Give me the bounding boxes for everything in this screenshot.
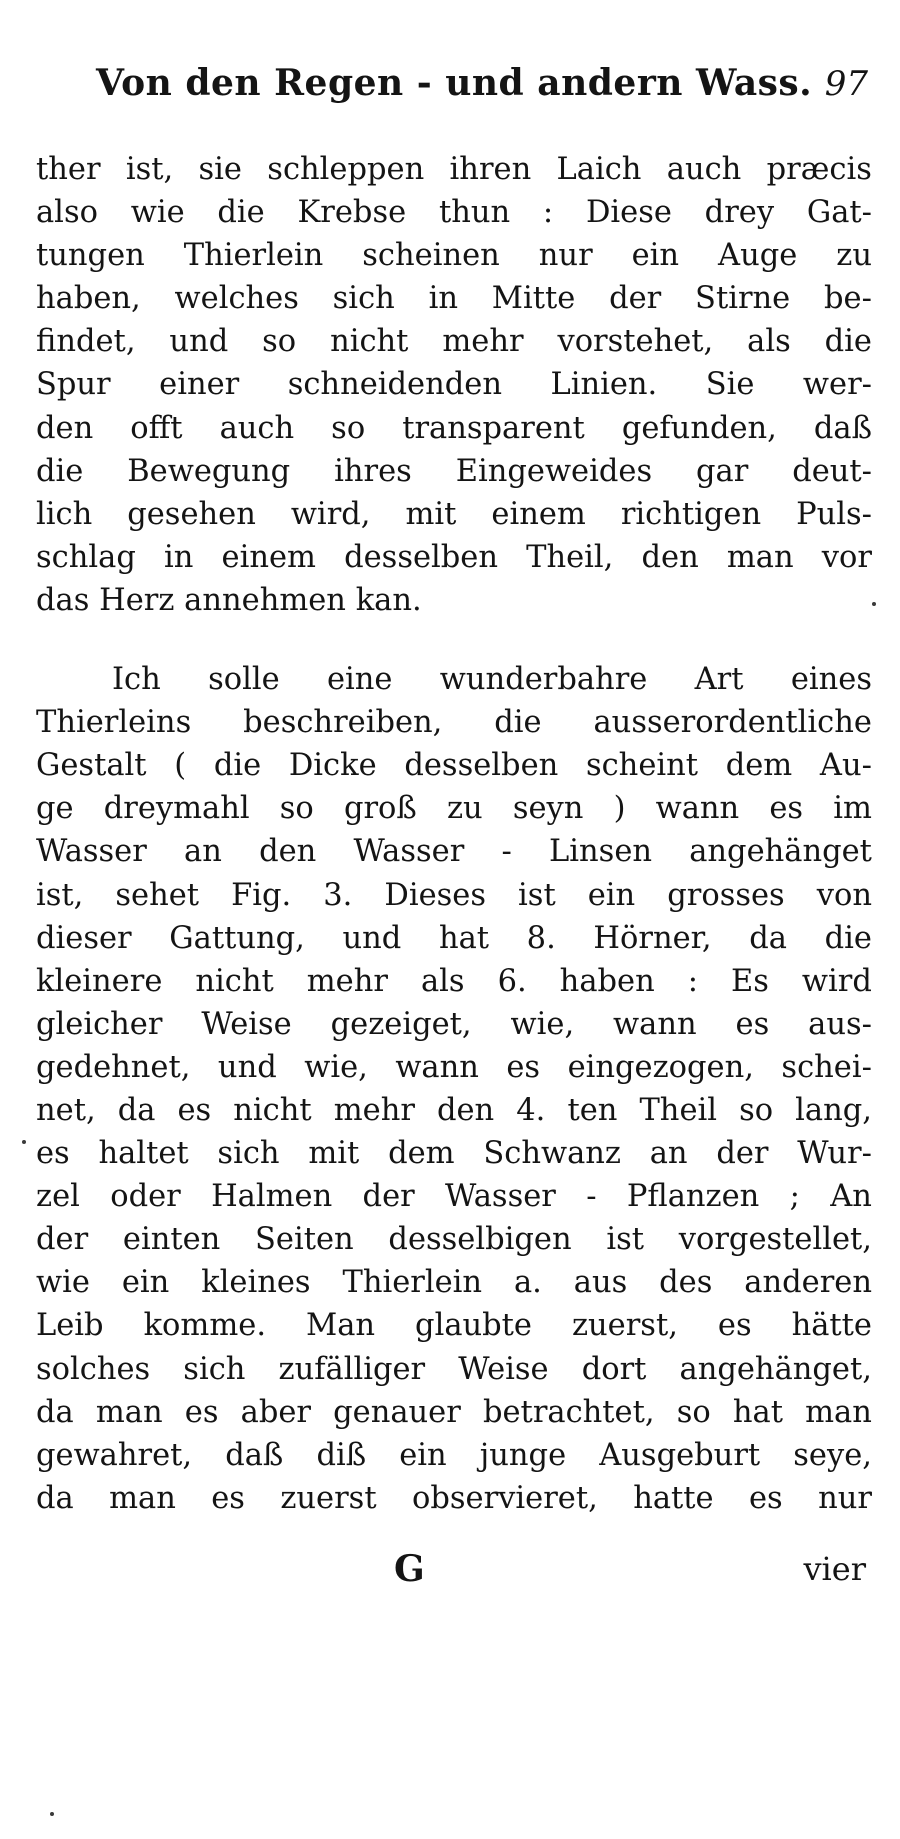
word: den [259,834,317,870]
word: : [542,195,554,231]
word: ist, [36,877,84,913]
word: betrachtet, [482,1394,655,1430]
word: einer [159,367,240,403]
word: und [342,920,402,956]
word: auch [219,410,295,446]
text-line [36,701,872,744]
word: nur [538,238,593,274]
word: desselbigen [388,1222,572,1258]
word: nicht [195,963,274,999]
word: ein [399,1437,447,1473]
text-line [36,744,872,787]
word: schei- [781,1049,872,1085]
word: aus- [808,1006,872,1042]
signature-mark: G [394,1548,425,1590]
word: beschreiben, [243,705,443,741]
word: ( [174,748,187,784]
word: seyn [512,791,584,827]
word: schneidenden [287,367,502,403]
word: und [217,1049,277,1085]
word: ten [567,1092,618,1128]
text-line [36,191,872,234]
word: Theil, [526,539,614,575]
word: Weise [458,1351,549,1387]
print-speck [22,1140,26,1144]
word: Stirne [695,281,791,317]
word: gewahret, [36,1437,193,1473]
word: man [95,1394,163,1430]
word: oder [110,1179,181,1215]
word: deut- [792,453,872,489]
word: da [117,1092,156,1128]
word: es [211,1480,245,1516]
word: Schwanz [483,1136,621,1172]
word: net, [36,1092,96,1128]
word: angehänget, [679,1351,872,1387]
word: junge [479,1437,567,1473]
word: man [109,1480,176,1516]
word: richtigen [620,496,762,532]
word: dem [725,748,793,784]
word: die [494,705,542,741]
text-line [36,874,872,917]
word: aus [573,1265,628,1301]
word: einem [491,496,586,532]
text-line [36,1218,872,1261]
word: und [169,324,229,360]
word: die [36,453,84,489]
word: eine [326,662,393,698]
word: wann [613,1006,697,1042]
text-line [36,1348,872,1391]
word: einem [221,539,316,575]
word: Bewegung [127,453,291,489]
word: kleinere [36,963,163,999]
word: solches [36,1351,151,1387]
word: in [428,281,458,317]
word: Wasser [445,1179,556,1215]
word: an [184,834,222,870]
word: Laich [556,152,642,187]
word: zu [836,238,872,274]
word: eingezogen, [567,1049,754,1085]
word: genauer [333,1394,461,1430]
word: ist [518,877,556,913]
word: hat [438,920,490,956]
word: sie [198,152,242,187]
word: Seiten [255,1222,354,1258]
word: daß [813,410,872,446]
text-line [36,1089,872,1132]
word: ist, [125,152,174,187]
word: ihres [334,453,412,489]
text-line [36,917,872,960]
paragraph-spacer [36,622,872,658]
word: lang, [795,1092,872,1128]
word: Herz [99,582,175,618]
text-line [36,320,872,363]
word: Gestalt [36,748,147,784]
word: der [36,1222,89,1258]
word: mehr [306,963,388,999]
word: ein [631,238,680,274]
word: zufälliger [278,1351,426,1387]
word: wann [655,791,740,827]
running-head: Von den Regen - und andern Wass. [96,62,813,104]
word: Eingeweides [455,453,653,489]
word: mehr [442,324,524,360]
text-line [36,450,872,493]
word: Theil [639,1092,717,1128]
word: es [735,1006,770,1042]
word: ein [121,1265,170,1301]
word: 4. [516,1092,546,1128]
word: angehänget [689,834,872,870]
word: præcis [766,152,872,187]
word: Leib [36,1308,104,1344]
word: desselben [404,748,559,784]
word: haben [559,963,655,999]
word: thun [438,195,511,231]
word: hätte [791,1308,872,1344]
word: Ausgeburt [599,1437,761,1473]
word: grosses [667,877,785,913]
word: es [506,1049,541,1085]
text-line [36,493,872,536]
text-line [36,658,872,701]
word: mehr [333,1092,415,1128]
word: Dieses [384,877,487,913]
word: Weise [201,1006,292,1042]
word: also [36,195,98,231]
print-speck [50,1812,54,1816]
page-footer [36,1548,872,1598]
word: es [177,1092,212,1128]
word: zuerst [280,1480,377,1516]
word: hatte [633,1480,714,1516]
word: dort [581,1351,647,1387]
word: komme. [143,1308,267,1344]
word: sehet [115,877,200,913]
text-line [36,1132,872,1175]
word: ; [789,1179,800,1215]
word: Dicke [288,748,377,784]
word: den [36,410,94,446]
word: tungen [36,238,145,274]
word: da [36,1394,74,1430]
word: ) [613,791,626,827]
word: nur [818,1480,872,1516]
word: man [726,539,794,575]
word: Gattung, [169,920,305,956]
word: 8. [526,920,556,956]
text-line [36,1261,872,1304]
text-line [36,148,872,191]
word: Thierlein [183,238,324,274]
word: wann [395,1049,479,1085]
text-line [36,830,872,873]
word: ausserordentliche [593,705,872,741]
word: vorgestellet, [678,1222,872,1258]
word: ein [587,877,636,913]
word: so [739,1092,774,1128]
word: zuerst, [571,1308,678,1344]
word: Ich [112,662,161,698]
word: nicht [233,1092,312,1128]
word: Krebse [297,195,407,231]
word: es [36,1136,70,1172]
text-line [36,407,872,450]
word: transparent [402,410,585,446]
word: es [184,1394,219,1430]
word: welches [174,281,299,317]
word: seye, [793,1437,872,1473]
word: von [816,877,872,913]
word: scheinen [362,238,500,274]
word: haltet [98,1136,189,1172]
word: Spur [36,367,111,403]
word: dem [388,1136,455,1172]
word: a. [513,1265,542,1301]
word: desselben [344,539,498,575]
text-line [36,1304,872,1347]
word: Man [306,1308,376,1344]
word: wie [130,195,185,231]
word: es [717,1308,752,1344]
word: ist [606,1222,645,1258]
word: wunderbahre [439,662,648,698]
word: 6. [497,963,527,999]
word: dreymahl [103,791,250,827]
word: den [641,539,699,575]
word: Halmen [211,1179,333,1215]
word: gleicher [36,1006,163,1042]
word: Puls- [796,496,872,532]
word: solle [208,662,280,698]
paragraph-1 [36,148,872,622]
body-text [36,148,872,1520]
word: ther [36,152,101,187]
word: eines [790,662,872,698]
word: findet, [36,324,136,360]
word: die [824,324,872,360]
word: wer- [802,367,872,403]
word: zel [36,1179,80,1215]
word: die [213,748,262,784]
word: daß [225,1437,284,1473]
word: schlag [36,539,136,575]
word: anderen [744,1265,872,1301]
word: wie, [304,1049,368,1085]
word: es [748,1480,783,1516]
word: mit [308,1136,360,1172]
text-line [36,579,872,622]
word: drey [704,195,775,231]
word: Art [694,662,744,698]
text-line [36,1477,872,1520]
word: gedehnet, [36,1049,191,1085]
text-line [36,1046,872,1089]
word: den [436,1092,495,1128]
word: als [747,324,791,360]
text-line [36,234,872,277]
word: so [676,1394,711,1430]
word: auch [666,152,742,187]
word: so [279,791,314,827]
word: - [586,1179,597,1215]
word: glaubte [415,1308,532,1344]
word: Linien. [550,367,658,403]
catchword: vier [803,1550,866,1588]
word: offt [130,410,183,446]
word: an [649,1136,688,1172]
word: Thierleins [36,705,192,741]
word: wie, [510,1006,575,1042]
word: so [331,410,366,446]
word: so [262,324,297,360]
word: An [830,1179,872,1215]
word: Wur- [797,1136,872,1172]
text-line [36,1391,872,1434]
word: - [501,834,512,870]
word: da [36,1480,74,1516]
word: kleines [201,1265,311,1301]
word: sich [183,1351,246,1387]
word: Au- [819,748,872,784]
word: ge [36,791,74,827]
text-line [36,960,872,1003]
word: kan. [355,582,422,618]
word: es [769,791,804,827]
word: die [824,920,872,956]
word: scheint [585,748,699,784]
word: der [362,1179,415,1215]
word: Fig. [231,877,292,913]
word: mit [405,496,457,532]
word: vor [821,539,872,575]
word: da [749,920,787,956]
word: wird, [290,496,371,532]
word: Auge [718,238,798,274]
word: das [36,582,90,618]
word: als [420,963,465,999]
word: gefunden, [621,410,777,446]
word: diß [316,1437,367,1473]
text-line [36,1003,872,1046]
word: der [609,281,662,317]
word: Thierlein [342,1265,483,1301]
page-number: 97 [824,64,868,104]
print-speck [872,602,876,606]
word: Wasser [353,834,465,870]
word: die [217,195,265,231]
word: Mitte [491,281,576,317]
word: gesehen [127,496,256,532]
word: dieser [36,920,132,956]
word: 3. [323,877,353,913]
word: des [659,1265,713,1301]
text-line [36,363,872,406]
word: lich [36,496,93,532]
word: sich [332,281,395,317]
word: annehmen [184,582,346,618]
word: Wasser [36,834,147,870]
word: wie [36,1265,90,1301]
word: gar [696,453,749,489]
word: sich [217,1136,280,1172]
word: schleppen [267,152,425,187]
word: man [805,1394,872,1430]
text-line [36,277,872,320]
paragraph-2 [36,658,872,1520]
word: zu [446,791,483,827]
word: nicht [330,324,409,360]
word: wird [801,963,872,999]
word: Gat- [806,195,872,231]
word: haben, [36,281,141,317]
word: aber [240,1394,311,1430]
word: Es [731,963,769,999]
word: observieret, [412,1480,598,1516]
page-header [96,62,868,122]
word: be- [824,281,872,317]
text-line [36,536,872,579]
word: Pflanzen [626,1179,760,1215]
word: Sie [705,367,755,403]
word: der [716,1136,769,1172]
word: hat [732,1394,783,1430]
word: in [163,539,194,575]
word: einten [122,1222,221,1258]
word: Hörner, [593,920,712,956]
word: ihren [449,152,532,187]
word: : [687,963,698,999]
word: im [833,791,872,827]
text-line [36,1175,872,1218]
word: Linsen [549,834,653,870]
text-line [36,787,872,830]
word: Diese [585,195,672,231]
word: gezeiget, [330,1006,472,1042]
word: vorstehet, [557,324,714,360]
text-line [36,1434,872,1477]
word: groß [343,791,417,827]
